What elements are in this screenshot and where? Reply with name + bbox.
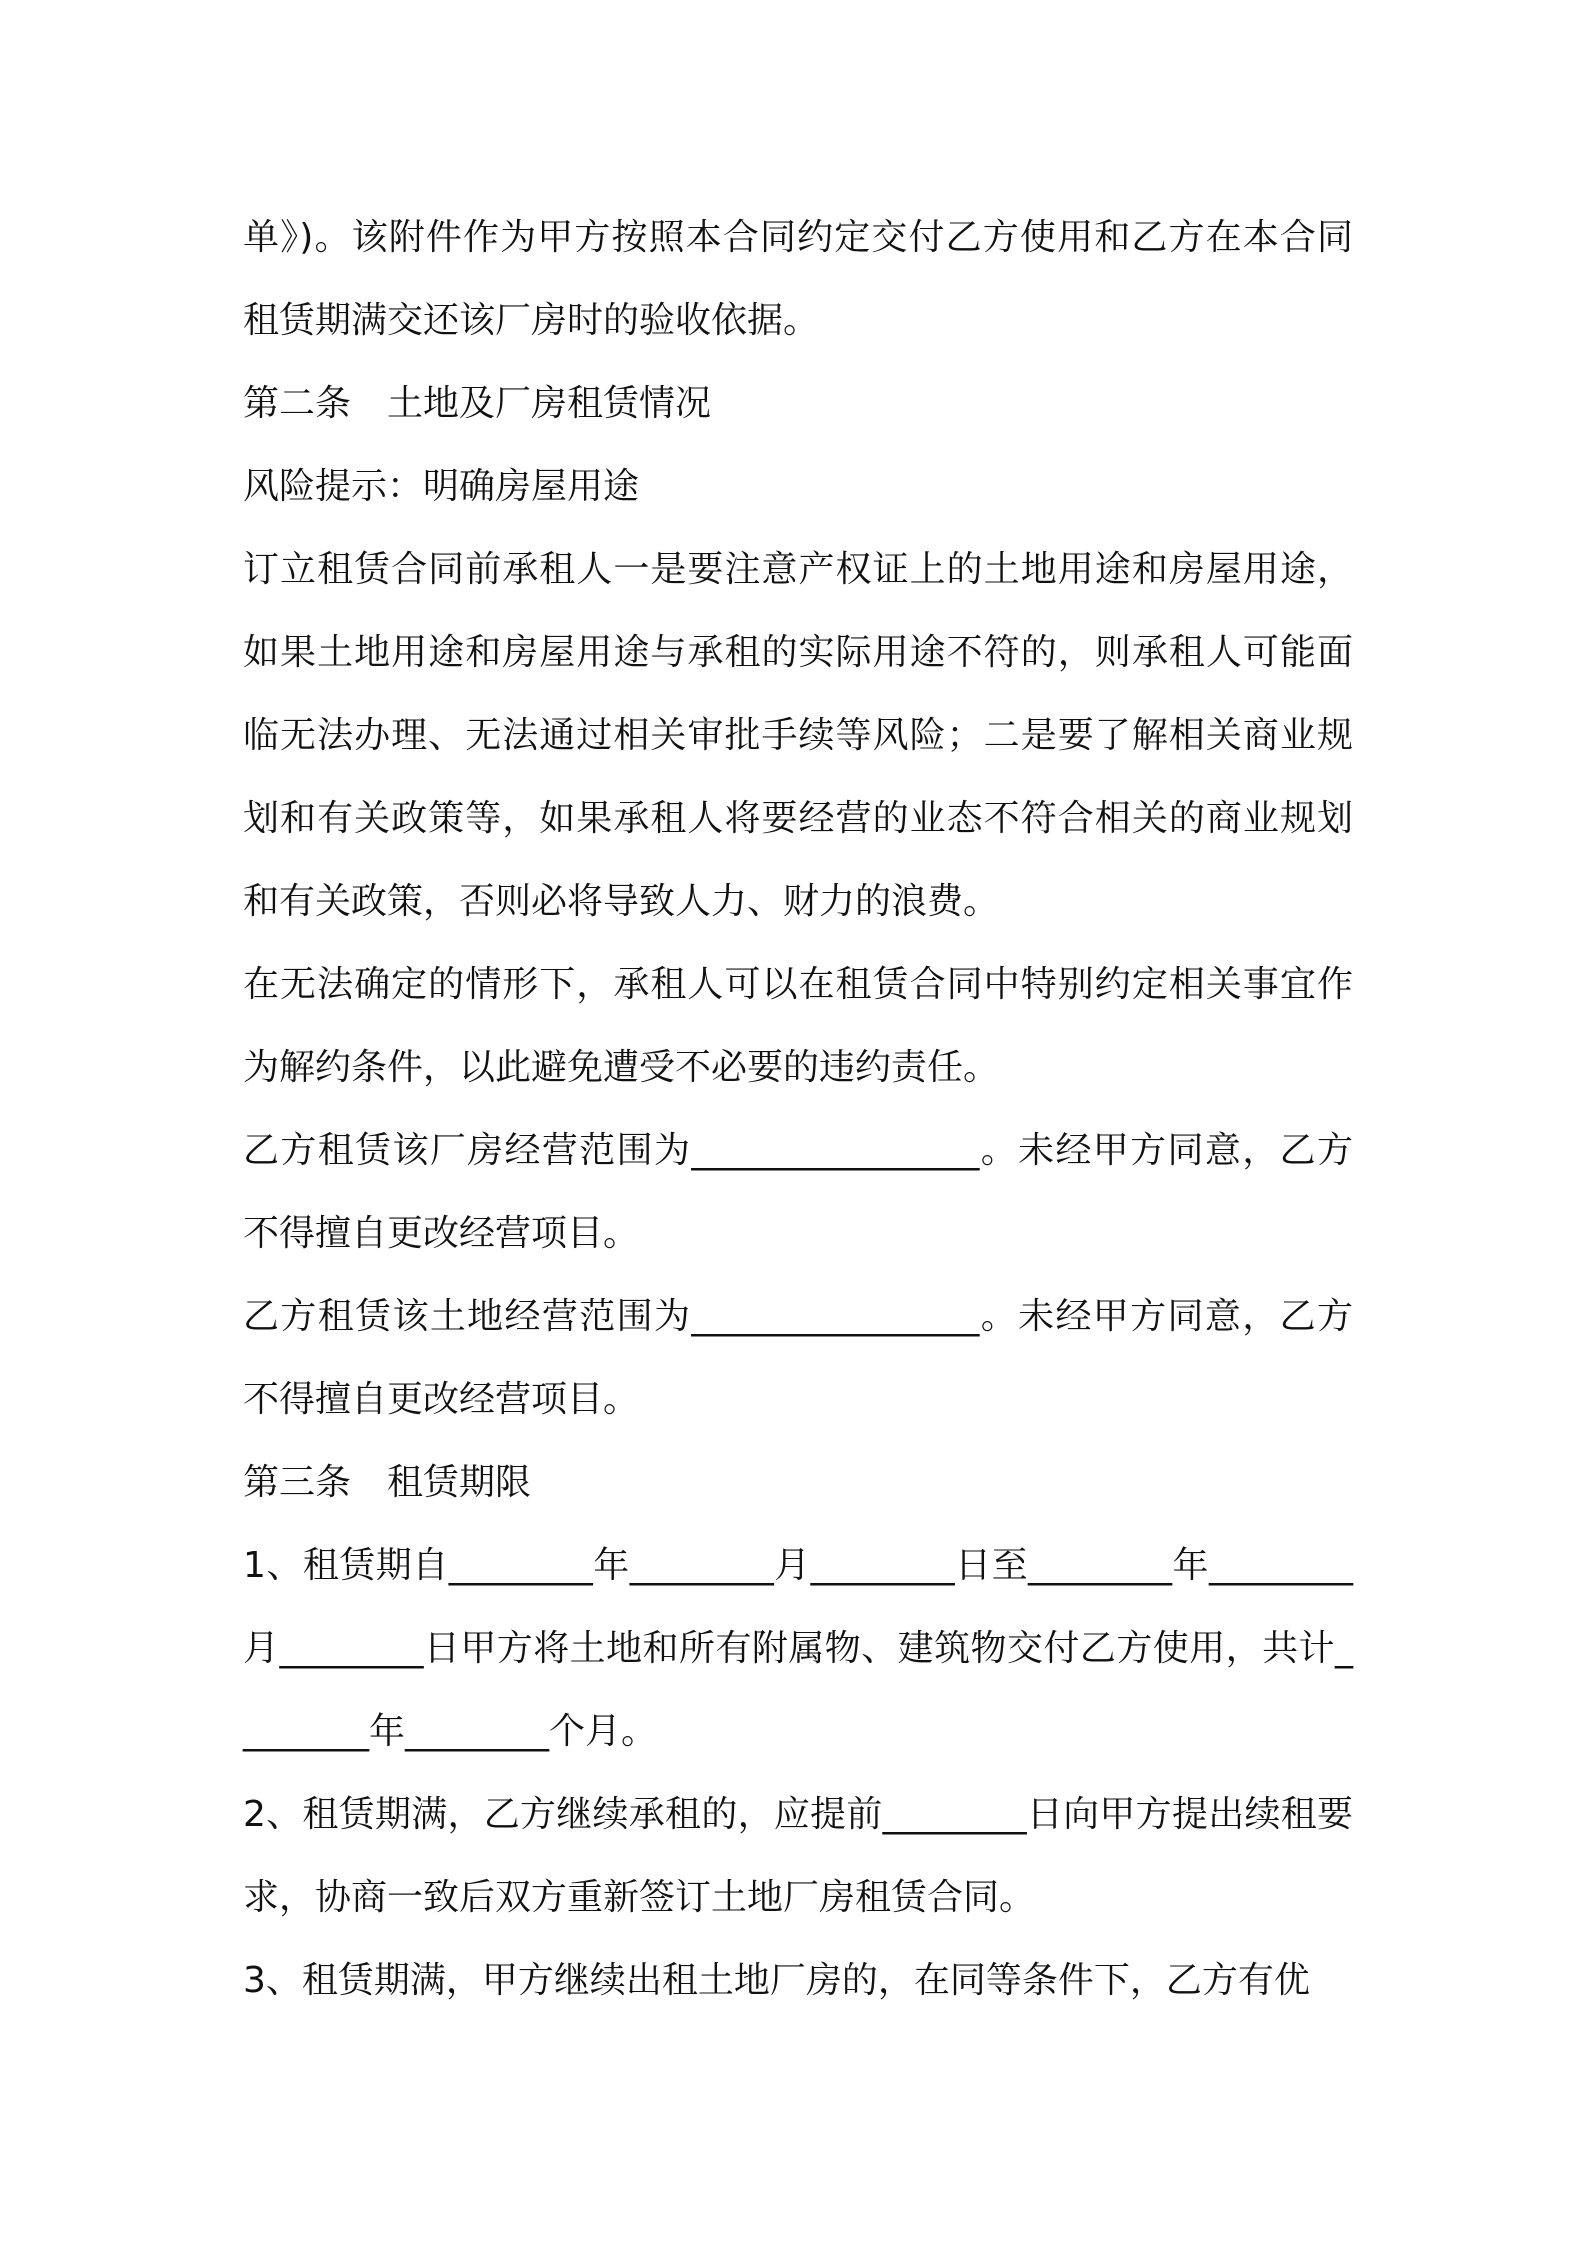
article-2-heading: 第二条 土地及厂房租赁情况 — [243, 383, 712, 424]
paragraph-land-scope: 乙方租赁该土地经营范围为________________。未经甲方同意，乙方不得擅自更改经营项目。 — [243, 1296, 1353, 1420]
clause-priority-lease: 3、租赁期满，甲方继续出租土地厂房的，在同等条件下，乙方有优 — [243, 1960, 1310, 2001]
risk-notice-heading: 风险提示：明确房屋用途 — [243, 466, 640, 507]
document-body — [243, 196, 1353, 2022]
paragraph-factory-scope: 乙方租赁该厂房经营范围为________________。未经甲方同意，乙方不得擅自更改经营项目。 — [243, 1130, 1353, 1254]
paragraph-termination-condition: 在无法确定的情形下，承租人可以在租赁合同中特别约定相关事宜作为解约条件，以此避免遭受不必要的违约责任。 — [243, 964, 1353, 1088]
clause-renewal: 2、租赁期满，乙方继续承租的，应提前________日向甲方提出续租要求，协商一致后双方重新签订土地厂房租赁合同。 — [243, 1794, 1353, 1918]
article-3-heading: 第三条 租赁期限 — [243, 1462, 532, 1503]
clause-lease-period: 1、租赁期自________年________月________日至________年________月________日甲方将土地和所有附属物、建筑物交付乙方使用，共计________年________个月。 — [243, 1545, 1353, 1752]
paragraph-acceptance-basis: 单》)。该附件作为甲方按照本合同约定交付乙方使用和乙方在本合同租赁期满交还该厂房时的验收依据。 — [243, 217, 1353, 341]
paragraph-land-use-notice: 订立租赁合同前承租人一是要注意产权证上的土地用途和房屋用途，如果土地用途和房屋用途与承租的实际用途不符的，则承租人可能面临无法办理、无法通过相关审批手续等风险；二是要了解相关商业规划和有关政策等，如果承租人将要经营的业态不符合相关的商业规划和有关政策，否则必将导致人力、财力的浪费。 — [243, 549, 1353, 922]
